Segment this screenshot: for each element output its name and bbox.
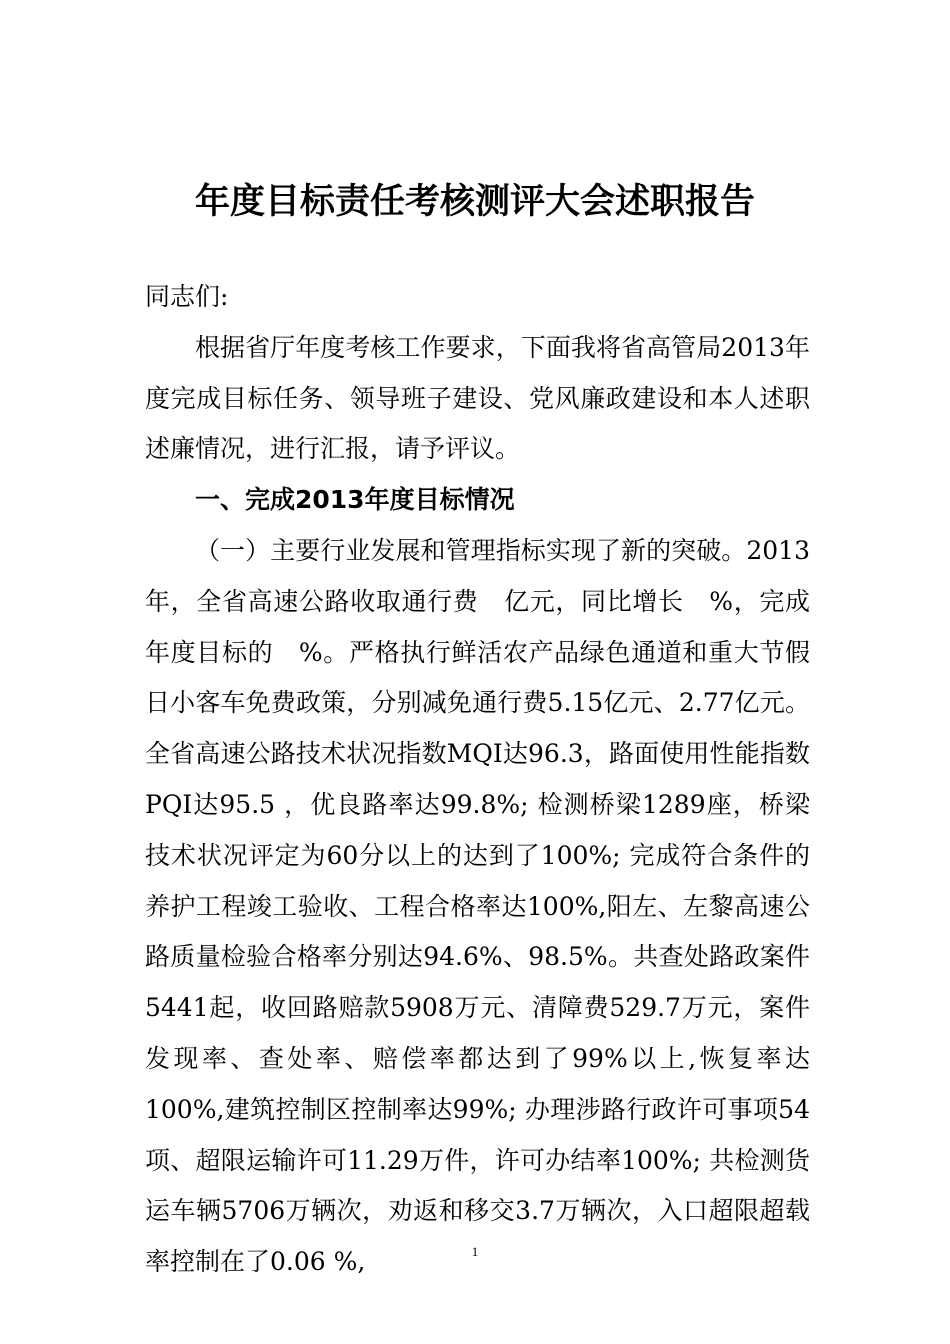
salutation: 同志们:	[145, 282, 229, 311]
page-title: 年度目标责任考核测评大会述职报告	[194, 182, 755, 222]
section-heading: 一、完成2013年度目标情况	[195, 485, 515, 515]
intro-paragraph: 根据省厅年度考核工作要求，下面我将省高管局2013年度完成目标任务、领导班子建设、党风廉政建设和本人述职述廉情况，进行汇报，请予评议。	[145, 332, 810, 464]
page-number: 1	[471, 1244, 479, 1259]
document-body	[145, 272, 810, 1288]
subsection-paragraph: （一）主要行业发展和管理指标实现了新的突破。2013年，全省高速公路收取通行费 亿元，同比增长 %，完成年度目标的 %。严格执行鲜活农产品绿色通道和重大节假日小客车免费政策，分别减免通行费5.15亿元、2.77亿元。全省高速公路技术状况指数MQI达96.3，路面使用性能指数PQI达95.5 ，优良路率达99.8%; 检测桥梁1289座，桥梁技术状况评定为60分以上的达到了100%; 完成符合条件的养护工程竣工验收、工程合格率达100%,阳左、左黎高速公路质量检验合格率分别达94.6%、98.5%。共查处路政案件5441起，收回路赔款5908万元、清障费529.7万元，案件发现率、查处率、赔偿率都达到了99%以上,恢复率达100%,建筑控制区控制率达99%; 办理涉路行政许可事项54项、超限运输许可11.29万件，许可办结率100%; 共检测货运车辆5706万辆次，劝返和移交3.7万辆次，入口超限超载率控制在了0.06 %,	[145, 535, 810, 1277]
